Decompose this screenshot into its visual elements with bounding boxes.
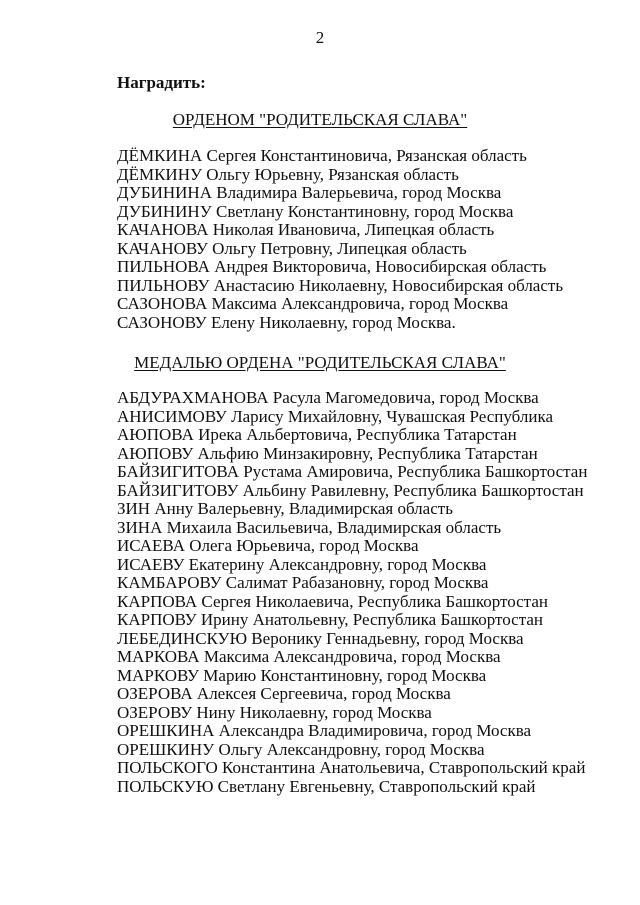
recipient-entry: КАМБАРОВУ Салимат Рабазановну, город Москва bbox=[117, 573, 489, 592]
recipient-entry: САЗОНОВУ Елену Николаевну, город Москва. bbox=[117, 312, 456, 332]
medal-recipient-list bbox=[117, 389, 587, 796]
recipient-entry: ДУБИНИНА Владимира Валерьевича, город Москва bbox=[117, 183, 502, 202]
recipient-entry: ОЗЕРОВА Алексея Сергеевича, город Москва bbox=[117, 684, 451, 703]
recipient-entry: БАЙЗИГИТОВА Рустама Амировича, Республика Башкортостан bbox=[117, 462, 588, 481]
recipient-entry: ЗИН Анну Валерьевну, Владимирская область bbox=[117, 499, 453, 518]
recipient-entry: ОРЕШКИНА Александра Владимировича, город Москва bbox=[117, 721, 532, 740]
recipient-entry: ЗИНА Михаила Васильевича, Владимирская область bbox=[117, 517, 502, 537]
order-section-title: ОРДЕНОМ "РОДИТЕЛЬСКАЯ СЛАВА" bbox=[172, 110, 468, 129]
recipient-entry: КАРПОВУ Ирину Анатольевну, Республика Башкортостан bbox=[117, 610, 544, 629]
recipient-entry: ДЁМКИНУ Ольгу Юрьевну, Рязанская область bbox=[117, 164, 459, 184]
medal-section-title: МЕДАЛЬЮ ОРДЕНА "РОДИТЕЛЬСКАЯ СЛАВА" bbox=[134, 353, 506, 372]
recipient-entry: ОЗЕРОВУ Нину Николаевну, город Москва bbox=[117, 702, 432, 722]
order-recipient-list bbox=[117, 147, 563, 332]
recipient-entry: КАРПОВА Сергея Николаевича, Республика Башкортостан bbox=[117, 591, 548, 611]
recipient-entry: ДЁМКИНА Сергея Константиновича, Рязанская область bbox=[117, 146, 527, 165]
recipient-entry: БАЙЗИГИТОВУ Альбину Равилевну, Республика Башкортостан bbox=[117, 480, 584, 500]
recipient-entry: ЛЕБЕДИНСКУЮ Веронику Геннадьевну, город Москва bbox=[117, 628, 524, 648]
recipient-entry: КАЧАНОВА Николая Ивановича, Липецкая область bbox=[117, 220, 495, 239]
recipient-entry: МАРКОВУ Марию Константиновну, город Москва bbox=[117, 665, 487, 685]
recipient-entry: ОРЕШКИНУ Ольгу Александровну, город Москва bbox=[117, 739, 485, 759]
recipient-entry: КАЧАНОВУ Ольгу Петровну, Липецкая область bbox=[117, 238, 467, 258]
recipient-entry: АНИСИМОВУ Ларису Михайловну, Чувашская Республика bbox=[117, 406, 553, 426]
recipient-entry: ПОЛЬСКУЮ Светлану Евгеньевну, Ставропольский край bbox=[117, 776, 536, 796]
award-heading: Наградить: bbox=[117, 73, 206, 92]
recipient-entry: ИСАЕВУ Екатерину Александровну, город Москва bbox=[117, 554, 487, 574]
recipient-entry: МАРКОВА Максима Александровича, город Москва bbox=[117, 647, 501, 666]
recipient-entry: ПИЛЬНОВА Андрея Викторовича, Новосибирская область bbox=[117, 257, 547, 276]
page-number: 2 bbox=[315, 28, 325, 47]
recipient-entry: АЮПОВУ Альфию Минзакировну, Республика Татарстан bbox=[117, 443, 538, 463]
recipient-entry: АЮПОВА Ирека Альбертовича, Республика Татарстан bbox=[117, 425, 517, 444]
recipient-entry: ПОЛЬСКОГО Константина Анатольевича, Ставропольский край bbox=[117, 758, 586, 777]
recipient-entry: АБДУРАХМАНОВА Расула Магомедовича, город Москва bbox=[117, 388, 539, 407]
recipient-entry: ПИЛЬНОВУ Анастасию Николаевну, Новосибирская область bbox=[117, 275, 564, 295]
recipient-entry: ИСАЕВА Олега Юрьевича, город Москва bbox=[117, 536, 419, 555]
recipient-entry: САЗОНОВА Максима Александровича, город Москва bbox=[117, 294, 509, 313]
recipient-entry: ДУБИНИНУ Светлану Константиновну, город Москва bbox=[117, 201, 514, 221]
